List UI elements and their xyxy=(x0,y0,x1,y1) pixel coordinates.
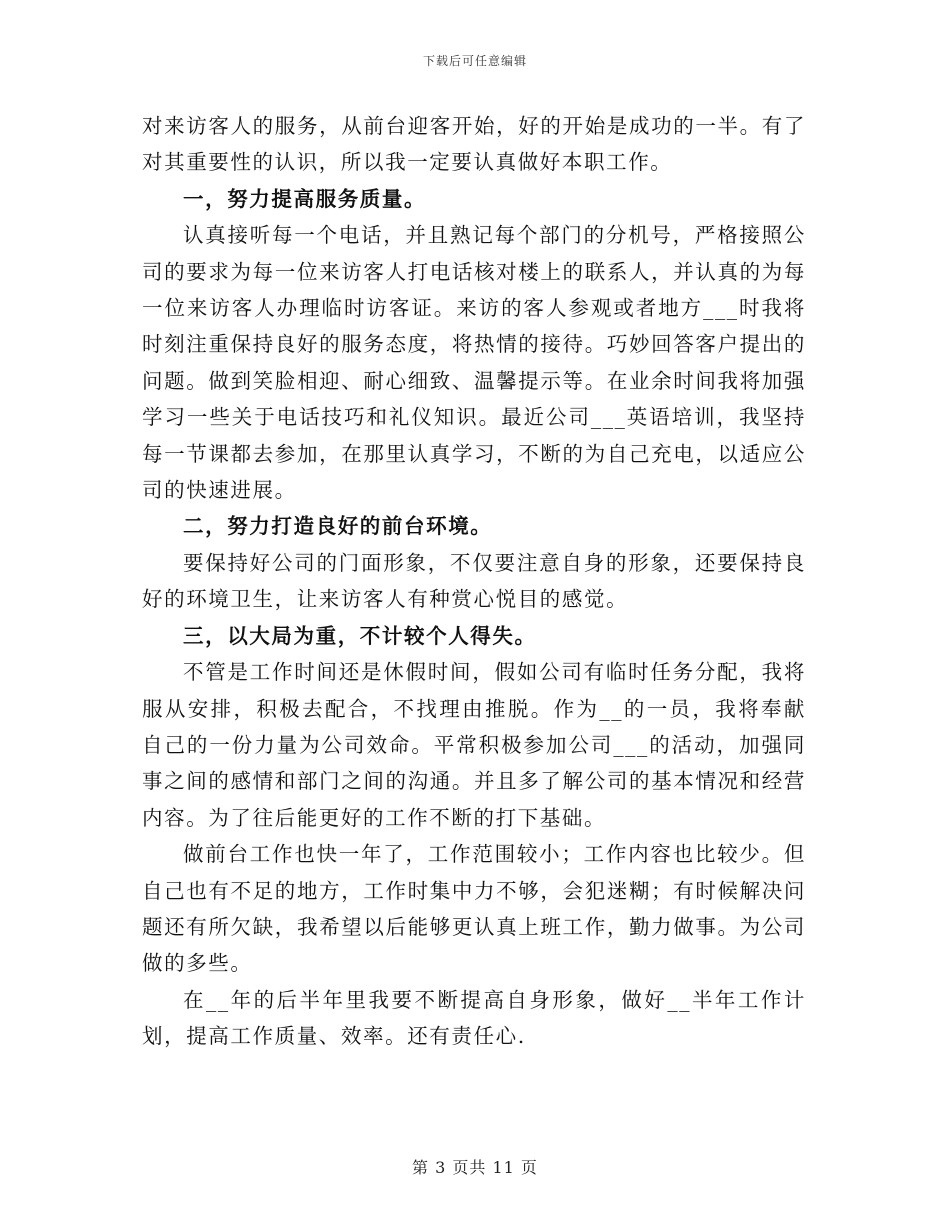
paragraph-intro: 对来访客人的服务，从前台迎客开始，好的开始是成功的一半。有了对其重要性的认识，所以我一定要认真做好本职工作。 xyxy=(142,114,806,175)
page-header: 下载后可任意编辑 xyxy=(422,54,527,68)
section-heading-1: 一，努力提高服务质量。 xyxy=(183,186,427,211)
paragraph-plan: 在__年的后半年里我要不断提高自身形象，做好__半年工作计划，提高工作质量、效率。还有责任心. xyxy=(142,987,806,1049)
paragraph-environment: 要保持好公司的门面形象，不仅要注意自身的形象，还要保持良好的环境卫生，让来访客人有种赏心悦目的感觉。 xyxy=(142,550,806,612)
page-footer: 第 3 页共 11 页 xyxy=(412,1158,538,1177)
section-heading-2: 二，努力打造良好的前台环境。 xyxy=(183,514,493,539)
paragraph-service-quality: 认真接听每一个电话，并且熟记每个部门的分机号，严格接照公司的要求为每一位来访客人打电话核对楼上的联系人，并认真的为每一位来访客人办理临时访客证。来访的客人参观或者地方___时我将时刻注重保持良好的服务态度，将热情的接待。巧妙回答客户提出的问题。做到笑脸相迎、耐心细致、温馨提示等。在业余时间我将加强学习一些关于电话技巧和礼仪知识。最近公司___英语培训，我坚持每一节课都去参加，在那里认真学习，不断的为自己充电，以适应公司的快速进展。 xyxy=(142,223,806,503)
paragraph-teamwork: 不管是工作时间还是休假时间，假如公司有临时任务分配，我将服从安排，积极去配合，不找理由推脱。作为__的一员，我将奉献自己的一份力量为公司效命。平常积极参加公司___的活动，加强同事之间的感情和部门之间的沟通。并且多了解公司的基本情况和经营内容。为了往后能更好的工作不断的打下基础。 xyxy=(142,660,806,830)
paragraph-reflection: 做前台工作也快一年了，工作范围较小；工作内容也比较少。但自己也有不足的地方，工作时集中力不够，会犯迷糊；有时候解决问题还有所欠缺，我希望以后能够更认真上班工作，勤力做事。为公司做的多些。 xyxy=(142,842,806,976)
section-heading-3: 三，以大局为重，不计较个人得失。 xyxy=(183,623,537,648)
document-body xyxy=(142,108,806,1055)
